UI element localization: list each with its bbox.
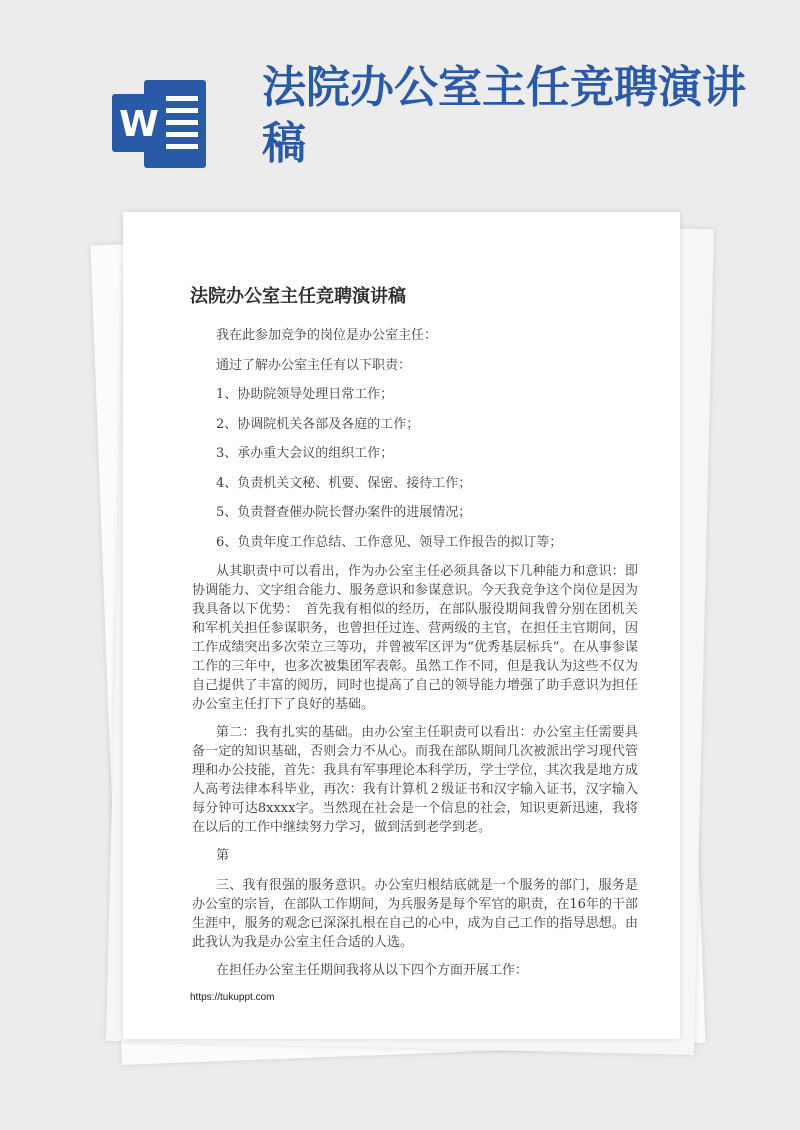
page-title: 法院办公室主任竞聘演讲稿 — [262, 62, 746, 169]
paragraph: 在担任办公室主任期间我将从以下四个方面开展工作： — [216, 962, 529, 978]
list-item: 5、负责督查催办院长督办案件的进展情况； — [216, 505, 472, 520]
list-item: 2、协调院机关各部及各庭的工作； — [216, 416, 420, 432]
list-item: 4、负责机关文秘、机要、保密、接待工作； — [216, 475, 472, 491]
word-document-icon — [108, 74, 212, 174]
list-item: 1、协助院领导处理日常工作； — [216, 387, 394, 402]
paragraph: 从其职责中可以看出，作为办公室主任必须具备以下几种能力和意识：即协调能力、文字组合能力、服务意识和参谋意识。今天我竞争这个岗位是因为我具备以下优势： 首先我有相似的经历，在部队服役期间我曾分别在团机关和军机关担任参谋职务，也曾担任过连、营两级的主官，在担任主官期间，因工作成绩突出多次荣立三等功，并曾被军区评为“优秀基层标兵”。在从事参谋工作的三年中，也多次被集团军表彰。虽然工作不同，但是我认为这些不仅为自己提供了丰富的阅历，同时也提高了自己的领导能力增强了助手意识为担任办公室主任打下了良好的基础。 — [192, 564, 638, 712]
paragraph: 我在此参加竞争的岗位是办公室主任： — [216, 328, 438, 343]
paragraph: 第二：我有扎实的基础。由办公室主任职责可以看出：办公室主任需要具备一定的知识基础，否则会力不从心。而我在部队期间几次被派出学习现代管理和办公技能，首先：我具有军事理论本科学历，学士学位，其次我是地方成人高考法律本科毕业，再次：我有计算机２级证书和汉字输入证书，汉字输入每分钟可达8xxxx字。当然现在社会是一个信息的社会，知识更新迅速，我将在以后的工作中继续努力学习，做到活到老学到老。 — [192, 725, 638, 835]
list-item: 6、负责年度工作总结、工作意见、领导工作报告的拟订等； — [216, 534, 563, 550]
paragraph: 通过了解办公室主任有以下职责： — [216, 357, 412, 373]
document-body — [192, 326, 638, 990]
list-item: 3、承办重大会议的组织工作； — [216, 446, 394, 461]
footer-url[interactable]: https://tukuppt.com — [190, 992, 275, 1003]
document-title: 法院办公室主任竞聘演讲稿 — [190, 286, 406, 307]
paragraph: 三、我有很强的服务意识。办公室归根结底就是一个服务的部门，服务是办公室的宗旨，在部队工作期间，为兵服务是每个军官的职责，在16年的干部生涯中，服务的观念已深深扎根在自己的心中，成为自己工作的指导思想。由此我认为我是办公室主任合适的人选。 — [192, 877, 638, 950]
word-icon-letter: W — [119, 104, 159, 145]
paragraph: 第 — [216, 848, 230, 863]
